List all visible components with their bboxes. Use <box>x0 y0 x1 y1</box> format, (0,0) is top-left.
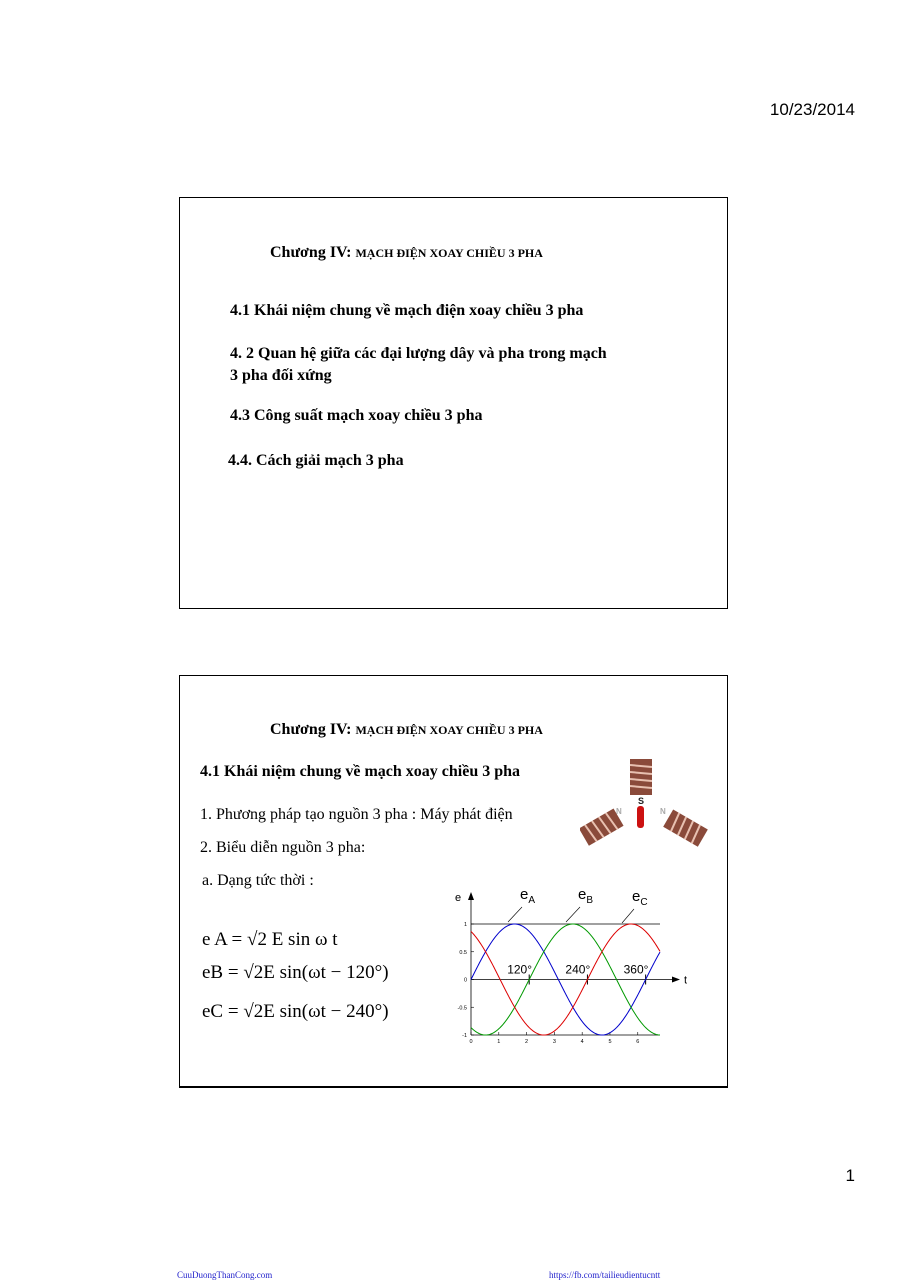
slide-2-title-sub: MẠCH ĐIỆN XOAY CHIỀU 3 PHA <box>355 723 543 737</box>
pole-label-n-left: N <box>616 807 622 816</box>
list-item-instantaneous: a. Dạng tức thời : <box>202 872 314 889</box>
x-axis-label: t <box>684 974 688 987</box>
x-tick-label: 0 <box>469 1039 473 1045</box>
toc-item-4-1: 4.1 Khái niệm chung về mạch điện xoay chiều 3 pha <box>230 302 584 319</box>
equation-eb: eB = √2E sin(ωt − 120°) <box>202 962 389 983</box>
list-item-representation: 2. Biểu diễn nguồn 3 pha: <box>200 839 366 856</box>
pole-label-n-right: N <box>660 807 666 816</box>
angle-label: 120° <box>507 962 533 977</box>
coil-top <box>630 759 652 795</box>
y-tick-label: -1 <box>462 1033 467 1039</box>
toc-item-4-2-cont: 3 pha đối xứng <box>230 367 332 384</box>
list-item-method: 1. Phương pháp tạo nguồn 3 pha : Máy phát điện <box>200 806 513 823</box>
y-tick-label: 1 <box>463 922 467 928</box>
y-tick-label: -0.5 <box>457 1005 467 1012</box>
y-tick-label: 0 <box>463 977 467 984</box>
series-pointer-eb <box>566 907 580 922</box>
x-axis-arrowhead <box>672 977 680 983</box>
x-tick-label: 6 <box>636 1039 640 1045</box>
series-label-ec: $e_C$ <box>632 888 648 908</box>
series-pointer-ec <box>622 909 634 923</box>
equation-ea: e A = √2 E sin ω t <box>202 929 338 950</box>
page-number: 1 <box>845 1166 855 1185</box>
toc-item-4-4: 4.4. Cách giải mạch 3 pha <box>228 452 404 469</box>
y-tick-label: 0.5 <box>459 949 467 956</box>
slide-1-title-main: Chương IV: <box>270 244 352 261</box>
coil-right <box>663 809 708 846</box>
header-date: 10/23/2014 <box>769 100 855 119</box>
x-tick-label: 1 <box>497 1039 501 1045</box>
angle-label: 240° <box>565 962 591 977</box>
section-heading: 4.1 Khái niệm chung về mạch xoay chiều 3 pha <box>200 763 521 780</box>
slide-1-title-sub: MẠCH ĐIỆN XOAY CHIỀU 3 PHA <box>355 246 543 260</box>
toc-item-4-2: 4. 2 Quan hệ giữa các đại lượng dây và pha trong mạch <box>230 345 607 362</box>
series-pointer-ea <box>508 907 522 922</box>
slide-2 <box>179 675 728 1088</box>
slide-2-title-main: Chương IV: <box>270 721 352 738</box>
magnet-rotor <box>637 806 644 828</box>
x-tick-label: 3 <box>552 1039 556 1045</box>
slide-1 <box>179 197 728 609</box>
y-axis-label: e <box>455 892 462 904</box>
three-phase-chart <box>450 882 690 1052</box>
equation-ec: eC = √2E sin(ωt − 240°) <box>202 1001 389 1022</box>
angle-label: 360° <box>623 962 649 977</box>
y-axis-arrowhead <box>468 892 474 900</box>
generator-illustration <box>580 754 710 874</box>
x-tick-label: 5 <box>608 1039 612 1045</box>
x-tick-label: 4 <box>580 1039 584 1045</box>
footer-left-text: CuuDuongThanCong.com <box>177 1270 273 1280</box>
toc-item-4-3: 4.3 Công suất mạch xoay chiều 3 pha <box>230 407 483 424</box>
series-label-ea: $e_A$ <box>520 886 536 906</box>
pole-label-s: S <box>638 796 645 806</box>
series-label-eb: $e_B$ <box>578 886 594 906</box>
slide-2-title <box>270 721 543 739</box>
x-tick-label: 2 <box>525 1039 529 1045</box>
slide-1-title <box>270 244 543 262</box>
footer-right-text: https://fb.com/tailieudientucntt <box>549 1270 661 1280</box>
